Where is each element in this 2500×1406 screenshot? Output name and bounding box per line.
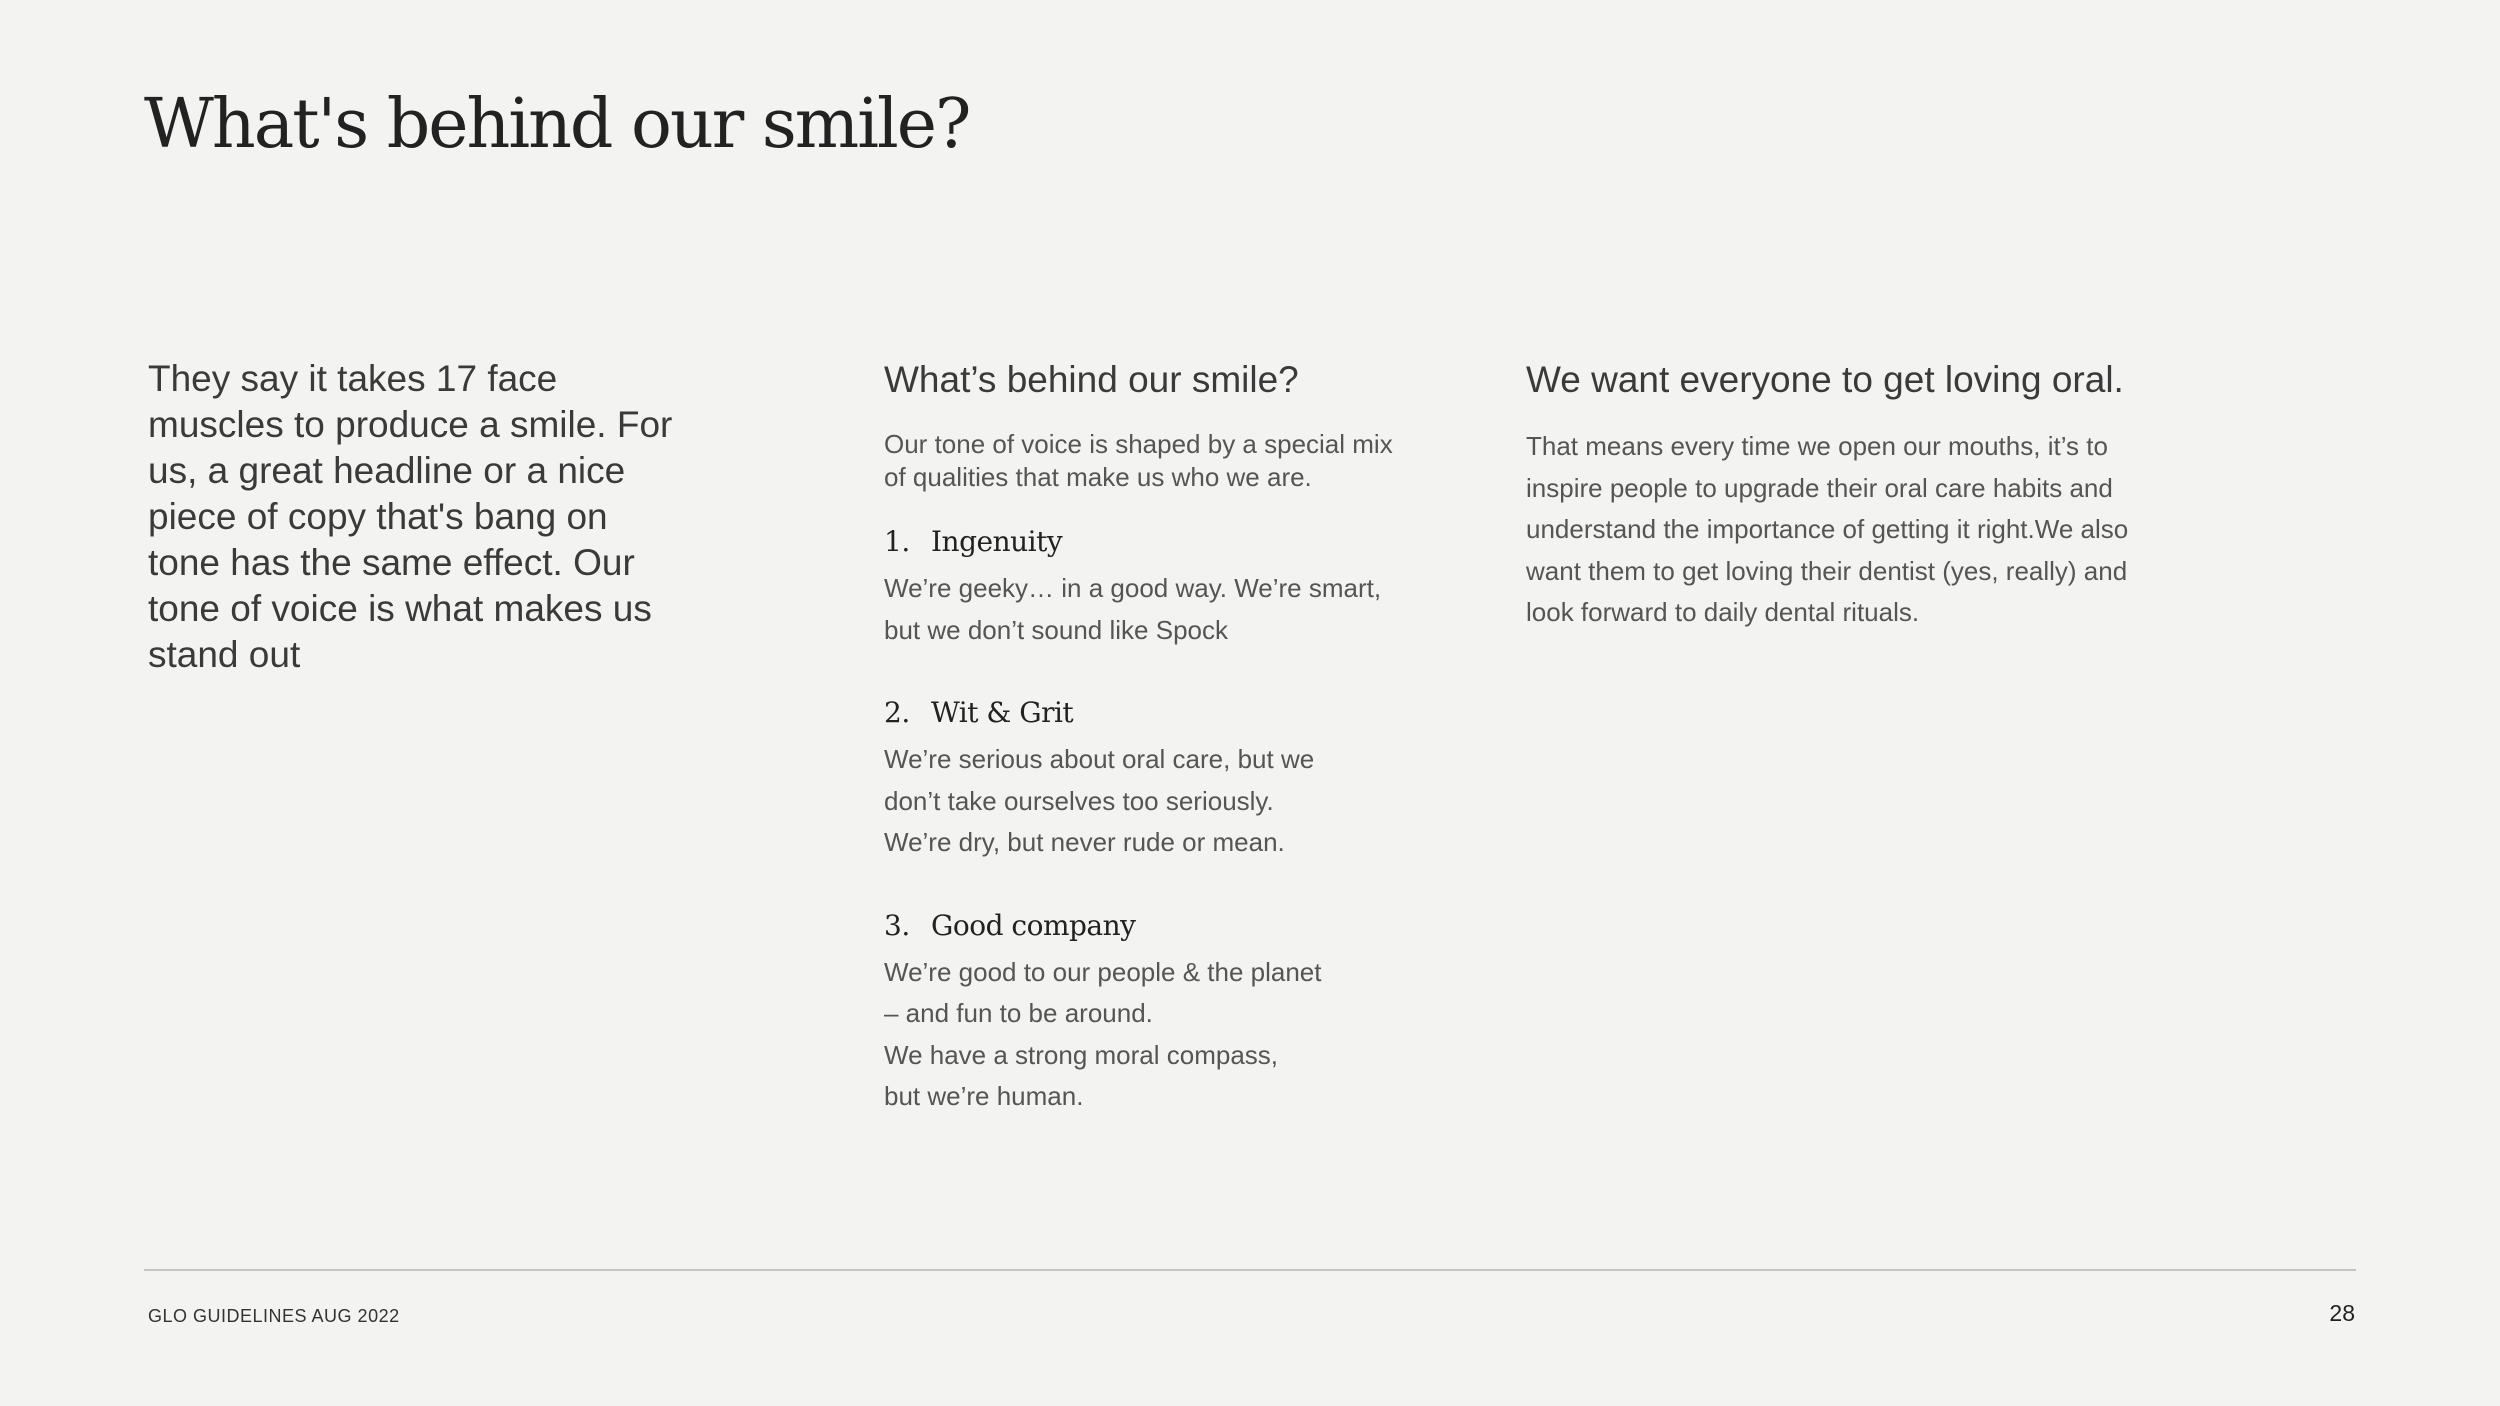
quality-item — [884, 522, 1404, 651]
quality-number: 3. — [884, 908, 910, 942]
quality-number: 2. — [884, 696, 910, 729]
qualities-column — [884, 356, 1404, 1118]
qualities-heading: What’s behind our smile? — [884, 359, 1299, 400]
quality-line: but we’re human. — [884, 1081, 1084, 1111]
quality-line: but we don’t sound like Spock — [884, 614, 1228, 645]
mission-column — [1526, 356, 2146, 634]
quality-number: 1. — [884, 525, 910, 558]
intro-paragraph: They say it takes 17 face muscles to produce a smile. For us, a great headline or a nice piece of copy that's bang on tone has the same effect. Our tone of voice is what makes us stand out — [148, 358, 673, 675]
quality-title: Wit & Grit — [931, 696, 1074, 729]
quality-item — [884, 693, 1404, 864]
quality-line: We’re good to our people & the planet — [884, 956, 1322, 987]
mission-body: That means every time we open our mouths, it’s to inspire people to upgrade their oral care habits and understand the importance of getting it right.We also want them to get loving their dentist (yes, really) and look forward to daily dental rituals. — [1526, 431, 2129, 627]
quality-heading — [884, 522, 1404, 562]
page-title: What's behind our smile? — [144, 85, 970, 164]
quality-line: don’t take ourselves too seriously. — [884, 785, 1274, 816]
quality-description — [884, 739, 1404, 864]
quality-line: We’re dry, but never rude or mean. — [884, 827, 1285, 857]
quality-item — [884, 906, 1404, 1118]
quality-description — [884, 952, 1404, 1118]
mission-heading: We want everyone to get loving oral. — [1526, 359, 2124, 400]
quality-heading — [884, 906, 1404, 946]
quality-description — [884, 568, 1404, 651]
quality-line: – and fun to be around. — [884, 998, 1153, 1028]
quality-title: Good company — [931, 908, 1136, 942]
page-number: 28 — [2329, 1300, 2355, 1326]
footer-label: GLO GUIDELINES AUG 2022 — [148, 1306, 400, 1326]
qualities-lead: Our tone of voice is shaped by a special mix of qualities that make us who we are. — [884, 429, 1393, 492]
footer-divider — [144, 1269, 2356, 1271]
quality-line: We have a strong moral compass, — [884, 1039, 1279, 1070]
quality-title: Ingenuity — [931, 525, 1063, 558]
quality-line: We’re serious about oral care, but we — [884, 744, 1315, 774]
quality-heading — [884, 693, 1404, 733]
quality-line: We’re geeky… in a good way. We’re smart, — [884, 573, 1382, 603]
